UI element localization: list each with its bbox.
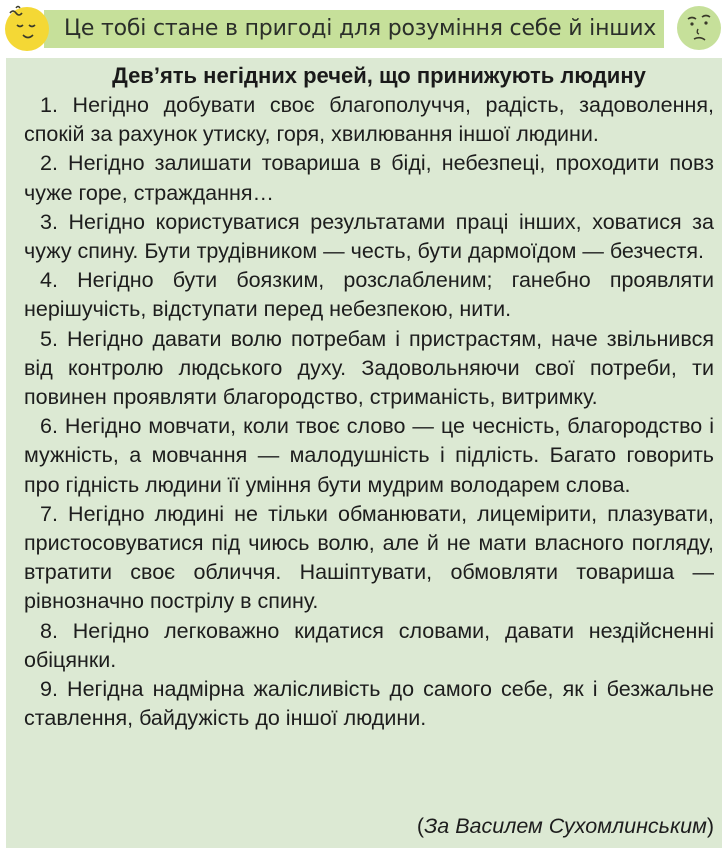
list-item: 1. Негідно добувати своє благополуччя, радість, задоволення, спокій за рахунок утиску, горя, хвилювання іншої людини.	[24, 93, 714, 147]
list-item: 5. Негідно давати волю потребам і пристрастям, наче звільнився від контролю людського духу. Задовольняючи свої потреби, ти повинен проявляти благородство, стриманість, витримку.	[24, 326, 714, 410]
list-item: 2. Негідно залишати товариша в біді, небезпеці, проходити повз чуже горе, страждання…	[24, 151, 714, 205]
article-title: Дев’ять негідних речей, що принижують людину	[112, 63, 646, 88]
article-source	[417, 812, 714, 840]
list-item: 7. Негідно людині не тільки обманювати, лицемірити, плазувати, пристосовуватися під чиюсь волю, але й не мати власного погляду, втратити своє обличчя. Нашіптувати, обмовляти товариша — рівнозначно пострілу в спину.	[24, 501, 714, 614]
list-item: 4. Негідно бути боязким, розслабленим; ганебно проявляти нерішучість, відступати перед небезпекою, нити.	[24, 268, 714, 322]
list-item: 3. Негідно користуватися результатами праці інших, ховатися за чужу спину. Бути трудівником — честь, бути дармоїдом — безчестя.	[24, 209, 714, 264]
header-title: Це тобі стане в пригоді для розуміння себе й інших	[64, 16, 657, 41]
thinking-face-icon	[674, 3, 724, 53]
source-open-paren: (	[416, 814, 425, 838]
article-box	[6, 58, 722, 848]
list-item: 9. Негідна надмірна жалісливість до самого себе, як і безжальне ставлення, байдужість до іншої людини.	[24, 677, 714, 731]
list-item: 6. Негідно мовчати, коли твоє слово — це чесність, благородство і мужність, а мовчання — малодушність і підлість. Багато говорить про гідність людини її уміння бути мудрим володарем слова.	[24, 414, 714, 497]
article-body	[6, 91, 722, 733]
dreamy-face-icon	[2, 3, 52, 53]
source-author: За Василем Сухомлинським	[424, 814, 707, 838]
source-close-paren: )	[706, 814, 714, 838]
list-item: 8. Негідно легковажно кидатися словами, давати нездійсненні обіцянки.	[24, 618, 714, 672]
